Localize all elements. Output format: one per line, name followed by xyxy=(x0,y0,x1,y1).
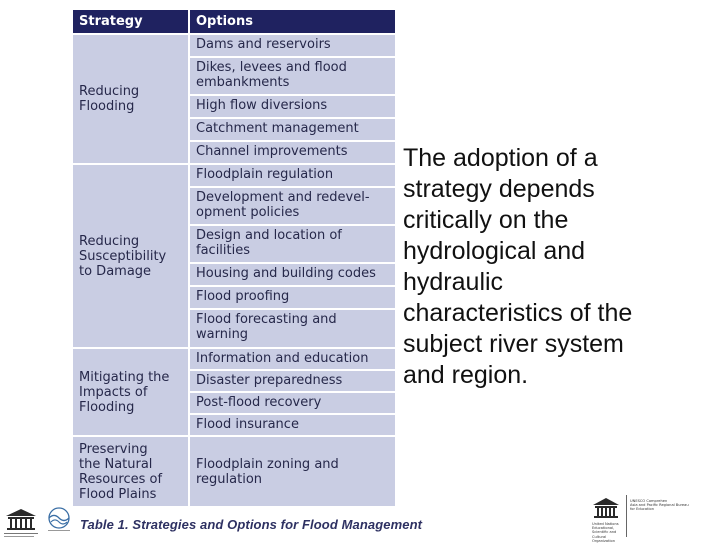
bureau-text xyxy=(630,499,716,512)
logo-text-line: Educational, Scientific and xyxy=(592,526,617,535)
partner-logos xyxy=(2,506,72,540)
option-cell: Disaster preparedness xyxy=(190,371,395,391)
option-cell: Floodplain regulation xyxy=(190,165,395,186)
option-cell: Information and education xyxy=(190,349,395,369)
logo-text-line: UNESCO Comprehen xyxy=(630,499,668,503)
table-caption: Table 1. Strategies and Options for Flood Management xyxy=(80,517,423,532)
logo-text-line: Cultural Organization xyxy=(592,534,615,543)
option-cell: Channel improvements xyxy=(190,142,395,163)
strategy-reducing-flooding xyxy=(73,35,188,163)
option-cell: Design and location of facilities xyxy=(190,226,395,262)
strategy-preserving-resources xyxy=(73,437,188,506)
option-cell: Catchment management xyxy=(190,119,395,140)
logo-text-line: United Nations xyxy=(592,522,619,526)
header-options: Options xyxy=(190,10,395,33)
option-cell: Dams and reservoirs xyxy=(190,35,395,56)
option-cell: Post-flood recovery xyxy=(190,393,395,413)
strategy-reducing-susceptibility xyxy=(73,165,188,347)
header-strategy: Strategy xyxy=(73,10,188,33)
strategy-label: Preserving the Natural Resources of Flood Plains xyxy=(79,441,163,502)
strategy-label: Mitigating the Impacts of Flooding xyxy=(79,369,170,415)
strategy-mitigating-impacts xyxy=(73,349,188,435)
option-cell: Development and redevel- opment policies xyxy=(190,188,395,224)
strategy-label: Reducing Susceptibility to Damage xyxy=(79,233,167,279)
option-cell xyxy=(190,437,395,506)
option-cell: Dikes, levees and flood embankments xyxy=(190,58,395,94)
option-label: Floodplain zoning and regulation xyxy=(196,456,339,487)
option-cell: High flow diversions xyxy=(190,96,395,117)
logo-text-line: Asia and Pacific Regional Bureau xyxy=(630,503,689,508)
unesco-emblem-icon xyxy=(592,497,620,521)
logo-text-line: for Education xyxy=(630,507,654,512)
divider xyxy=(626,495,627,537)
option-cell: Flood forecasting and warning xyxy=(190,310,395,347)
globe-wave-icon xyxy=(46,506,72,534)
strategies-table xyxy=(73,10,395,506)
strategy-label: Reducing Flooding xyxy=(79,84,140,114)
option-cell: Flood insurance xyxy=(190,415,395,435)
option-cell: Flood proofing xyxy=(190,287,395,308)
unesco-bureau-logo xyxy=(590,493,720,543)
option-cell: Housing and building codes xyxy=(190,264,395,285)
body-note: The adoption of a strategy depends critically on the hydrological and hydraulic characteristics of the subject river system and region. xyxy=(403,144,633,389)
